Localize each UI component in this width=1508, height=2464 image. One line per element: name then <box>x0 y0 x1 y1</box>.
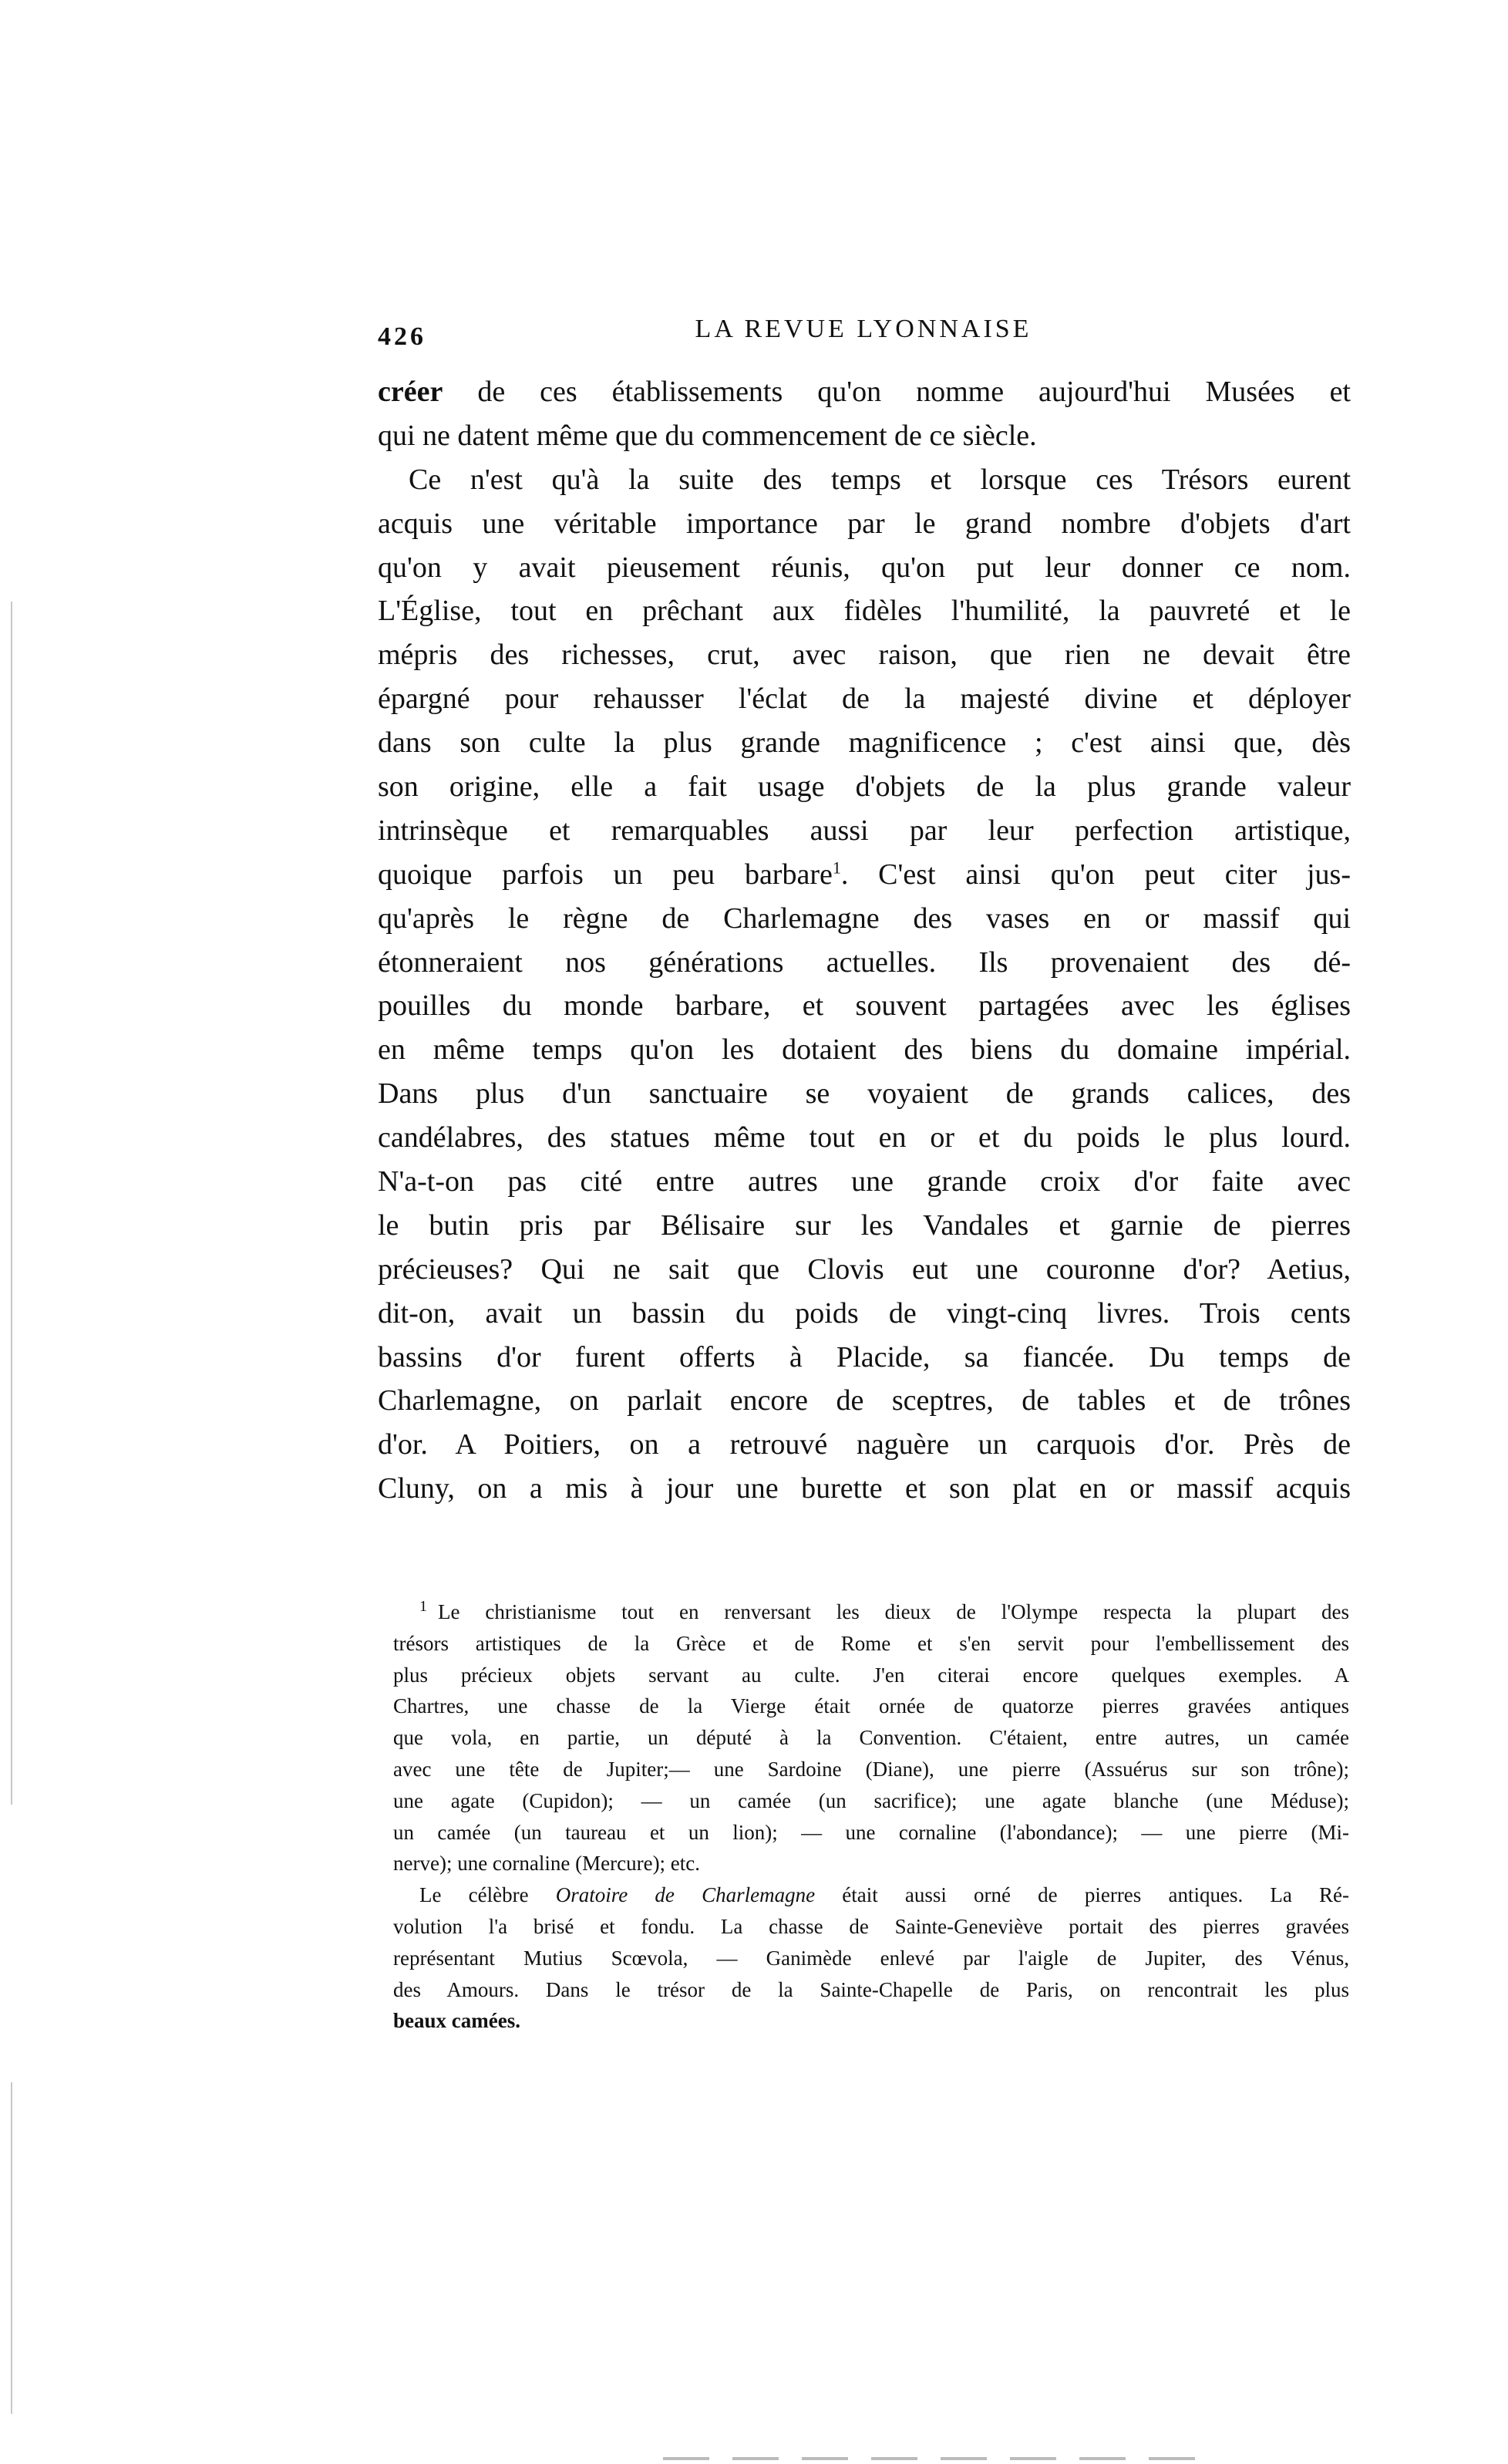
footnote-line: un camée (un taureau et un lion); — une cornaline (l'abondance); — une pierre (Mi- <box>393 1820 1349 1844</box>
paragraph-start-line: Ce n'est qu'à la suite des temps et lorsque ces Trésors eurent <box>409 463 1351 496</box>
text-line: en même temps qu'on les dotaient des biens du domaine impérial. <box>378 1033 1351 1067</box>
scan-edge-artifact <box>663 2457 1218 2460</box>
text-line: étonneraient nos générations actuelles. Ils provenaient des dé- <box>378 945 1351 979</box>
footnote-line: que vola, en partie, un député à la Convention. C'étaient, entre autres, un camée <box>393 1726 1349 1750</box>
text-line-rest: de ces établissements qu'on nomme aujourd'hui Musées et <box>443 376 1351 408</box>
footnote-line: Chartres, une chasse de la Vierge était ornée de quatorze pierres gravées antiques <box>393 1694 1349 1718</box>
italic-title: Oratoire de Charlemagne <box>555 1883 816 1907</box>
footnotes <box>393 1596 1349 2037</box>
text-line: son origine, elle a fait usage d'objets de la plus grande valeur <box>378 770 1351 804</box>
footnote-number: 1 <box>419 1598 427 1615</box>
footnote-line: avec une tête de Jupiter;— une Sardoine (Diane), une pierre (Assuérus sur son trône); <box>393 1757 1349 1781</box>
text-line: qu'après le règne de Charlemagne des vases en or massif qui <box>378 902 1351 935</box>
text-line: précieuses? Qui ne sait que Clovis eut une couronne d'or? Aetius, <box>378 1252 1351 1286</box>
text-line: pouilles du monde barbare, et souvent partagées avec les églises <box>378 989 1351 1023</box>
left-margin-rule <box>11 602 12 1805</box>
text-line: Dans plus d'un sanctuaire se voyaient de grands calices, des <box>378 1077 1351 1111</box>
footnote-text: Le christianisme tout en renversant les dieux de l'Olympe respecta la plupart des <box>438 1600 1349 1623</box>
body-text <box>378 370 1351 1511</box>
text-line: intrinsèque et remarquables aussi par leur perfection artistique, <box>378 814 1351 847</box>
text-line: Charlemagne, on parlait encore de sceptres, de tables et de trônes <box>378 1384 1351 1417</box>
running-head <box>378 315 1349 361</box>
text-line: dans son culte la plus grande magnificence ; c'est ainsi que, dès <box>378 726 1351 760</box>
first-word: créer <box>378 376 443 408</box>
footnote-line: volution l'a brisé et fondu. La chasse de Sainte-Geneviève portait des pierres gravées <box>393 1914 1349 1938</box>
journal-title: LA REVUE LYONNAISE <box>695 315 1032 343</box>
text-line: mépris des richesses, crut, avec raison, que rien ne devait être <box>378 639 1351 672</box>
footnote-line: une agate (Cupidon); — un camée (un sacrifice); une agate blanche (une Méduse); <box>393 1788 1349 1812</box>
footnote-line: trésors artistiques de la Grèce et de Rome et s'en servit pour l'embellissement des <box>393 1631 1349 1655</box>
text-line: acquis une véritable importance par le grand nombre d'objets d'art <box>378 507 1351 540</box>
left-margin-rule-lower <box>11 2082 12 2414</box>
footnote-line: nerve); une cornaline (Mercure); etc. <box>393 1852 701 1876</box>
footnote-line: des Amours. Dans le trésor de la Sainte-Chapelle de Paris, on rencontrait les plus <box>393 1977 1349 2001</box>
footnote-line: représentant Mutius Scœvola, — Ganimède enlevé par l'aigle de Jupiter, des Vénus, <box>393 1946 1349 1970</box>
footnote-line <box>393 1879 1349 1911</box>
text-line: N'a-t-on pas cité entre autres une grande croix d'or faite avec <box>378 1165 1351 1198</box>
text-line: d'or. A Poitiers, on a retrouvé naguère un carquois d'or. Près de <box>378 1428 1351 1461</box>
footnote-reference[interactable]: 1 <box>832 858 841 878</box>
page-number: 426 <box>378 322 426 351</box>
text-segment: . C'est ainsi qu'on peut citer jus- <box>840 858 1351 891</box>
text-line: dit-on, avait un bassin du poids de vingt-cinq livres. Trois cents <box>378 1296 1351 1330</box>
footnote-line <box>393 1596 1349 1628</box>
text-segment: quoique parfois un peu barbare <box>378 858 833 891</box>
text-line: candélabres, des statues même tout en or et du poids le plus lourd. <box>378 1121 1351 1154</box>
text-line: le butin pris par Bélisaire sur les Vandales et garnie de pierres <box>378 1208 1351 1242</box>
text-line: bassins d'or furent offerts à Placide, sa fiancée. Du temps de <box>378 1340 1351 1374</box>
text-line: épargné pour rehausser l'éclat de la majesté divine et déployer <box>378 683 1351 716</box>
footnote-text: était aussi orné de pierres antiques. La Ré- <box>815 1883 1349 1907</box>
text-line <box>378 853 1351 897</box>
text-line: L'Église, tout en prêchant aux fidèles l'humilité, la pauvreté et le <box>378 595 1351 628</box>
footnote-line: beaux camées. <box>393 2009 520 2033</box>
text-line: Cluny, on a mis à jour une burette et son plat en or massif acquis <box>378 1472 1351 1505</box>
text-line: qu'on y avait pieusement réunis, qu'on put leur donner ce nom. <box>378 551 1351 584</box>
text-line: qui ne datent même que du commencement de ce siècle. <box>378 419 1037 452</box>
text-line <box>378 370 1351 414</box>
footnote-line: plus précieux objets servant au culte. J'en citerai encore quelques exemples. A <box>393 1663 1349 1687</box>
footnote-text: Le célèbre <box>419 1883 556 1907</box>
